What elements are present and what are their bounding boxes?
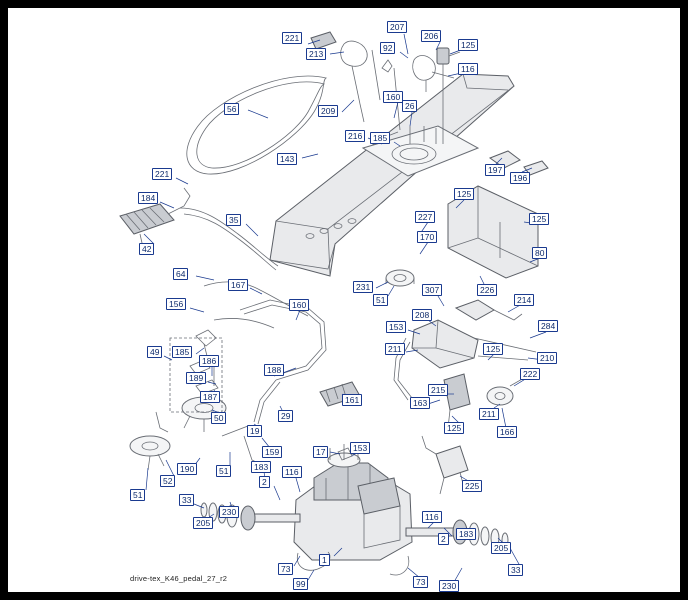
callout-222[interactable]: 222 (520, 368, 540, 380)
callout-170[interactable]: 170 (417, 231, 437, 243)
callout-125[interactable]: 125 (458, 39, 478, 51)
callout-197[interactable]: 197 (485, 164, 505, 176)
callout-92[interactable]: 92 (380, 42, 395, 54)
callout-209[interactable]: 209 (318, 105, 338, 117)
callout-221[interactable]: 221 (152, 168, 172, 180)
callout-35[interactable]: 35 (226, 214, 241, 226)
callout-185[interactable]: 185 (172, 346, 192, 358)
callout-143[interactable]: 143 (277, 153, 297, 165)
callout-190[interactable]: 190 (177, 463, 197, 475)
callout-19[interactable]: 19 (247, 425, 262, 437)
callout-307[interactable]: 307 (422, 284, 442, 296)
callout-99[interactable]: 99 (293, 578, 308, 590)
callout-17[interactable]: 17 (313, 446, 328, 458)
callout-210[interactable]: 210 (537, 352, 557, 364)
callout-208[interactable]: 208 (412, 309, 432, 321)
callout-184[interactable]: 184 (138, 192, 158, 204)
callout-116[interactable]: 116 (282, 466, 302, 478)
callout-156[interactable]: 156 (166, 298, 186, 310)
callout-64[interactable]: 64 (173, 268, 188, 280)
callout-125[interactable]: 125 (454, 188, 474, 200)
callout-214[interactable]: 214 (514, 294, 534, 306)
callout-51[interactable]: 51 (373, 294, 388, 306)
diagram-caption: drive-tex_K46_pedal_27_r2 (130, 574, 228, 583)
callout-2[interactable]: 2 (438, 533, 449, 545)
callout-187[interactable]: 187 (200, 391, 220, 403)
callout-29[interactable]: 29 (278, 410, 293, 422)
callout-284[interactable]: 284 (538, 320, 558, 332)
callout-227[interactable]: 227 (415, 211, 435, 223)
callout-116[interactable]: 116 (422, 511, 442, 523)
callout-186[interactable]: 186 (199, 355, 219, 367)
callout-26[interactable]: 26 (402, 100, 417, 112)
diagram-artwork (8, 8, 680, 592)
callout-163[interactable]: 163 (410, 397, 430, 409)
callout-225[interactable]: 225 (462, 480, 482, 492)
callout-211[interactable]: 211 (479, 408, 499, 420)
callout-185[interactable]: 185 (370, 132, 390, 144)
callout-1[interactable]: 1 (319, 554, 330, 566)
callout-166[interactable]: 166 (497, 426, 517, 438)
callout-189[interactable]: 189 (186, 372, 206, 384)
diagram-sheet (8, 8, 680, 592)
callout-51[interactable]: 51 (216, 465, 231, 477)
callout-73[interactable]: 73 (413, 576, 428, 588)
callout-116[interactable]: 116 (458, 63, 478, 75)
callout-52[interactable]: 52 (160, 475, 175, 487)
callout-51[interactable]: 51 (130, 489, 145, 501)
callout-33[interactable]: 33 (508, 564, 523, 576)
callout-213[interactable]: 213 (306, 48, 326, 60)
callout-215[interactable]: 215 (428, 384, 448, 396)
callout-207[interactable]: 207 (387, 21, 407, 33)
callout-50[interactable]: 50 (211, 412, 226, 424)
callout-230[interactable]: 230 (439, 580, 459, 592)
callout-205[interactable]: 205 (491, 542, 511, 554)
callout-230[interactable]: 230 (219, 506, 239, 518)
drive-belt (187, 76, 326, 174)
callout-73[interactable]: 73 (278, 563, 293, 575)
callout-183[interactable]: 183 (251, 461, 271, 473)
callout-42[interactable]: 42 (139, 243, 154, 255)
callout-211[interactable]: 211 (385, 343, 405, 355)
callout-33[interactable]: 33 (179, 494, 194, 506)
callout-159[interactable]: 159 (262, 446, 282, 458)
callout-125[interactable]: 125 (483, 343, 503, 355)
callout-125[interactable]: 125 (529, 213, 549, 225)
callout-231[interactable]: 231 (353, 281, 373, 293)
callout-125[interactable]: 125 (444, 422, 464, 434)
callout-2[interactable]: 2 (259, 476, 270, 488)
callout-160[interactable]: 160 (383, 91, 403, 103)
callout-160[interactable]: 160 (289, 299, 309, 311)
callout-226[interactable]: 226 (477, 284, 497, 296)
callout-196[interactable]: 196 (510, 172, 530, 184)
callout-161[interactable]: 161 (342, 394, 362, 406)
callout-188[interactable]: 188 (264, 364, 284, 376)
callout-153[interactable]: 153 (350, 442, 370, 454)
callout-206[interactable]: 206 (421, 30, 441, 42)
callout-216[interactable]: 216 (345, 130, 365, 142)
callout-56[interactable]: 56 (224, 103, 239, 115)
callout-153[interactable]: 153 (386, 321, 406, 333)
callout-205[interactable]: 205 (193, 517, 213, 529)
callout-80[interactable]: 80 (532, 247, 547, 259)
callout-49[interactable]: 49 (147, 346, 162, 358)
callout-221[interactable]: 221 (282, 32, 302, 44)
callout-167[interactable]: 167 (228, 279, 248, 291)
callout-183[interactable]: 183 (456, 528, 476, 540)
